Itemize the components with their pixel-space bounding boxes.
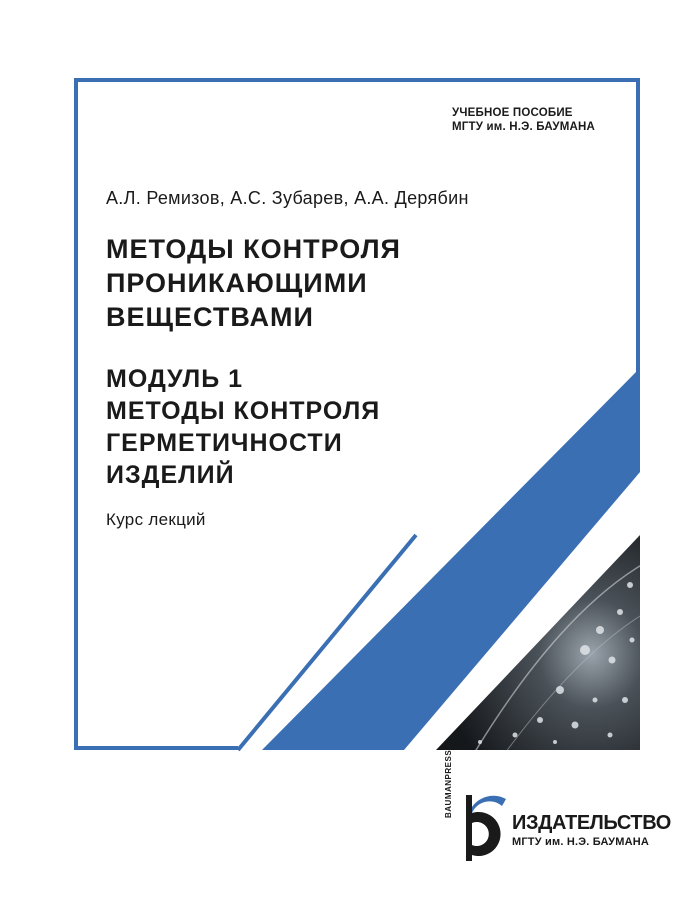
authors: А.Л. Ремизов, А.С. Зубарев, А.А. Дерябин xyxy=(106,188,469,208)
title-line-2: ПРОНИКАЮЩИМИ xyxy=(106,268,368,298)
series-line-1: УЧЕБНОЕ ПОСОБИЕ xyxy=(452,107,573,119)
module-line-4: ИЗДЕЛИЙ xyxy=(106,461,235,489)
series-line-2: МГТУ им. Н.Э. БАУМАНА xyxy=(452,121,596,133)
course-type: Курс лекций xyxy=(106,510,206,529)
title-line-3: ВЕЩЕСТВАМИ xyxy=(106,302,314,332)
title-line-1: МЕТОДЫ КОНТРОЛЯ xyxy=(106,234,401,264)
module-line-2: МЕТОДЫ КОНТРОЛЯ xyxy=(106,397,381,425)
module-line-3: ГЕРМЕТИЧНОСТИ xyxy=(106,429,343,457)
book-title xyxy=(106,232,401,334)
baumanpress-logo-icon xyxy=(460,793,516,865)
module-title xyxy=(106,363,380,491)
publisher-university: МГТУ им. Н.Э. БАУМАНА xyxy=(512,836,650,848)
series-label xyxy=(452,106,595,134)
module-line-1: МОДУЛЬ 1 xyxy=(106,365,244,393)
publisher-vertical-brand: BAUMANPRESS xyxy=(444,749,453,818)
publisher-name: ИЗДАТЕЛЬСТВО xyxy=(512,812,671,834)
